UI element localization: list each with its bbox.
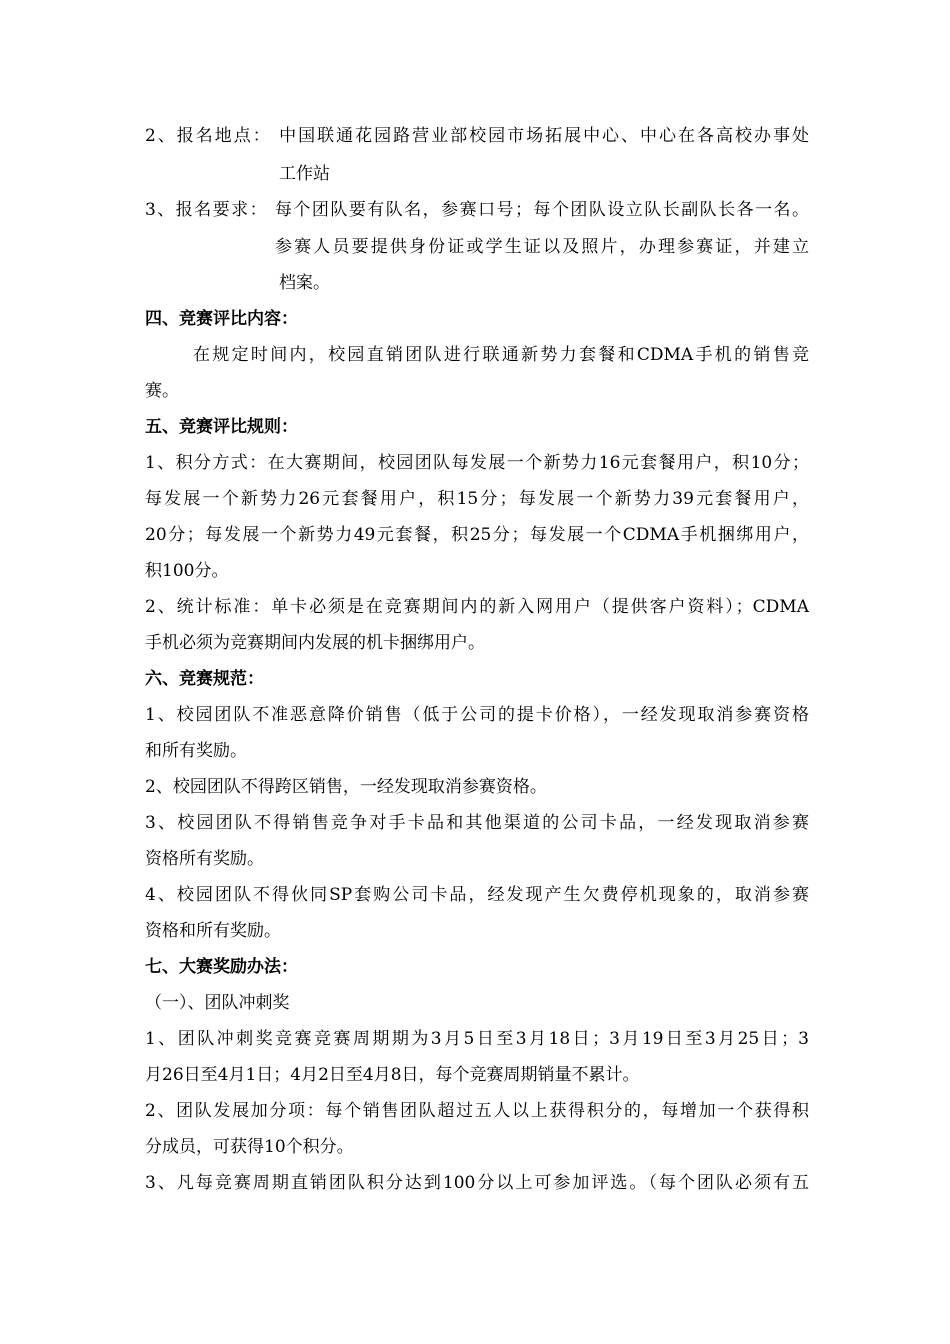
section-6-heading: 六、竞赛规范： xyxy=(145,669,264,689)
section-5-heading: 五、竞赛评比规则： xyxy=(145,417,298,437)
statistics-standard: 2、统计标准：单卡必须是在竞赛期间内的新入网用户（提供客户资料）；CDMA xyxy=(145,597,809,617)
rule-2: 2、校园团队不得跨区销售，一经发现取消参赛资格。 xyxy=(145,777,547,797)
award-item-3: 3、凡每竞赛周期直销团队积分达到100分以上可参加评选。（每个团队必须有五 xyxy=(145,1173,809,1193)
registration-requirements-cont: 参赛人员要提供身份证或学生证以及照片，办理参赛证，并建立 xyxy=(275,237,809,257)
section-4-body: 在规定时间内，校园直销团队进行联通新势力套餐和CDMA手机的销售竞 xyxy=(193,345,809,365)
statistics-standard-end: 手机必须为竞赛期间内发展的机卡捆绑用户。 xyxy=(145,633,485,653)
scoring-method-cont-2: 20分；每发展一个新势力49元套餐，积25分；每发展一个CDMA手机捆绑用户， xyxy=(145,525,809,545)
registration-requirements-end: 档案。 xyxy=(279,273,330,293)
registration-location: 2、报名地点： 中国联通花园路营业部校园市场拓展中心、中心在各高校办事处 xyxy=(145,126,809,146)
scoring-method-cont-1: 每发展一个新势力26元套餐用户，积15分；每发展一个新势力39元套餐用户， xyxy=(145,489,809,509)
section-4-heading: 四、竞赛评比内容： xyxy=(145,309,298,329)
section-7-heading: 七、大赛奖励办法： xyxy=(145,957,298,977)
award-item-2: 2、团队发展加分项：每个销售团队超过五人以上获得积分的，每增加一个获得积 xyxy=(145,1101,809,1121)
registration-location-cont: 工作站 xyxy=(279,164,330,184)
award-item-1-end: 月26日至4月1日；4月2日至4月8日，每个竞赛周期销量不累计。 xyxy=(145,1065,640,1085)
team-sprint-award-heading: （一）、团队冲刺奖 xyxy=(145,993,290,1013)
rule-3-end: 资格所有奖励。 xyxy=(145,849,264,869)
section-4-body-end: 赛。 xyxy=(145,381,179,401)
scoring-method: 1、积分方式：在大赛期间，校园团队每发展一个新势力16元套餐用户，积10分； xyxy=(145,453,809,473)
rule-1: 1、校园团队不准恶意降价销售（低于公司的提卡价格），一经发现取消参赛资格 xyxy=(145,705,809,725)
rule-3: 3、校园团队不得销售竞争对手卡品和其他渠道的公司卡品，一经发现取消参赛 xyxy=(145,813,809,833)
rule-1-end: 和所有奖励。 xyxy=(145,741,247,761)
rule-4-end: 资格和所有奖励。 xyxy=(145,921,281,941)
rule-4: 4、校园团队不得伙同SP套购公司卡品，经发现产生欠费停机现象的，取消参赛 xyxy=(145,885,809,905)
award-item-2-end: 分成员，可获得10个积分。 xyxy=(145,1137,354,1157)
scoring-method-end: 积100分。 xyxy=(145,561,229,581)
award-item-1: 1、团队冲刺奖竞赛竞赛周期期为3月5日至3月18日；3月19日至3月25日；3 xyxy=(145,1029,809,1049)
registration-requirements: 3、报名要求： 每个团队要有队名，参赛口号；每个团队设立队长副队长各一名。 xyxy=(145,200,809,220)
